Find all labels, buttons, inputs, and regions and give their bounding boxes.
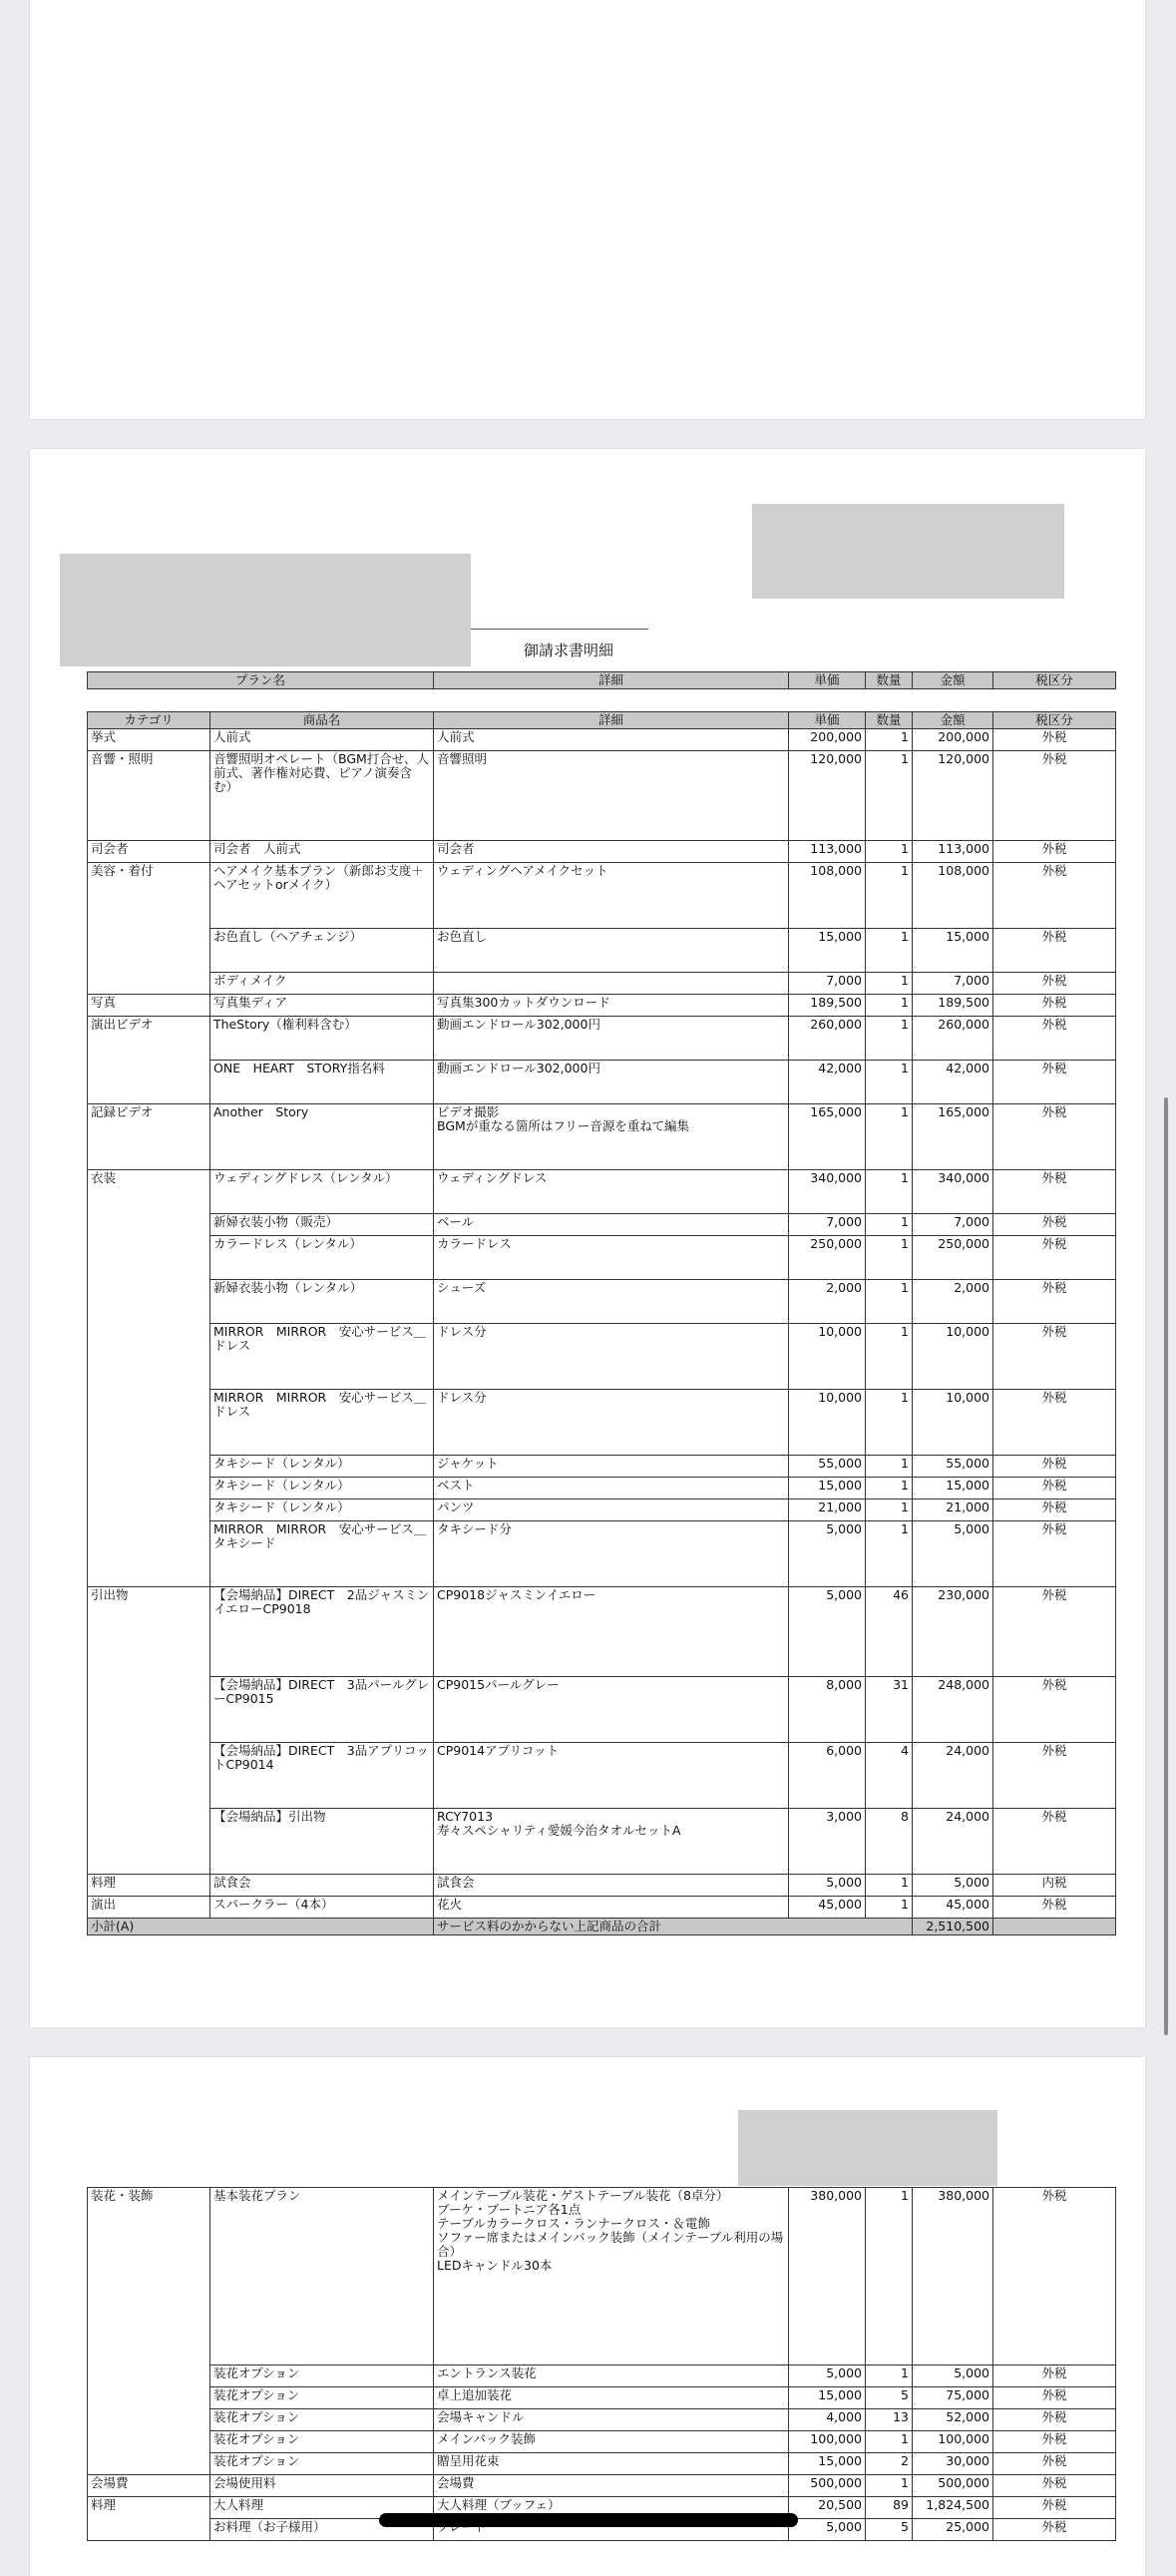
cell-unit-price: 2,000: [789, 1280, 866, 1324]
cell-tax: 外税: [993, 1500, 1116, 1521]
cell-qty: 1: [866, 1280, 913, 1324]
cell-detail: 写真集300カットダウンロード: [434, 995, 789, 1017]
cell-qty: 5: [866, 2387, 913, 2409]
table-row: [88, 1236, 1116, 1280]
table-row: [88, 841, 1116, 863]
cell-category: 料理: [88, 2497, 210, 2541]
cell-unit-price: 4,000: [789, 2409, 866, 2431]
document-page-3: [30, 2057, 1145, 2576]
cell-qty: 1: [866, 2188, 913, 2365]
plan-header-table: [87, 671, 1116, 689]
cell-qty: 1: [866, 2431, 913, 2453]
cell-detail: メインバック装飾: [434, 2431, 789, 2453]
cell-amount: 230,000: [913, 1587, 993, 1677]
cell-detail: ジャケット: [434, 1456, 789, 1478]
cell-detail: タキシード分: [434, 1521, 789, 1587]
cell-tax: 外税: [993, 2365, 1116, 2387]
cell-detail: 試食会: [434, 1875, 789, 1897]
cell-amount: 1,824,500: [913, 2497, 993, 2519]
cell-unit-price: 5,000: [789, 1875, 866, 1897]
cell-unit-price: 5,000: [789, 2365, 866, 2387]
cell-amount: 7,000: [913, 973, 993, 995]
cell-amount: 10,000: [913, 1324, 993, 1390]
cell-qty: 1: [866, 1170, 913, 1214]
cell-unit-price: 5,000: [789, 1587, 866, 1677]
table-row: [88, 1677, 1116, 1743]
cell-qty: 1: [866, 973, 913, 995]
cell-detail: 会場キャンドル: [434, 2409, 789, 2431]
cell-tax: 外税: [993, 1677, 1116, 1743]
redacted-block-left: [60, 554, 471, 666]
cell-product-name: 装花オプション: [210, 2453, 434, 2475]
cell-amount: 165,000: [913, 1104, 993, 1170]
subtotal-amount: 2,510,500: [913, 1919, 993, 1935]
col-unit-price: 単価: [789, 712, 866, 729]
cell-product-name: Another Story: [210, 1104, 434, 1170]
cell-tax: 外税: [993, 973, 1116, 995]
cell-tax: 外税: [993, 1061, 1116, 1104]
cell-unit-price: 55,000: [789, 1456, 866, 1478]
table-row: [88, 2431, 1116, 2453]
cell-amount: 75,000: [913, 2387, 993, 2409]
cell-detail: 人前式: [434, 729, 789, 751]
subtotal-row: [88, 1919, 1116, 1935]
cell-detail: 動画エンドロール302,000円: [434, 1061, 789, 1104]
cell-category: 記録ビデオ: [88, 1104, 210, 1170]
col-qty: 数量: [866, 672, 913, 689]
table-row: [88, 1456, 1116, 1478]
table-row: [88, 729, 1116, 751]
cell-product-name: ボディメイク: [210, 973, 434, 995]
table-row: [88, 1521, 1116, 1587]
cell-tax: 外税: [993, 995, 1116, 1017]
cell-qty: 1: [866, 751, 913, 841]
cell-tax: 外税: [993, 841, 1116, 863]
cell-tax: 外税: [993, 2497, 1116, 2519]
table-row: [88, 1390, 1116, 1456]
cell-amount: 55,000: [913, 1456, 993, 1478]
cell-detail: 贈呈用花束: [434, 2453, 789, 2475]
cell-product-name: MIRROR MIRROR 安心サービス＿ドレス: [210, 1324, 434, 1390]
cell-qty: 1: [866, 1017, 913, 1061]
table-row: [88, 1897, 1116, 1919]
cell-amount: 15,000: [913, 1478, 993, 1500]
cell-tax: 外税: [993, 1809, 1116, 1875]
cell-unit-price: 10,000: [789, 1324, 866, 1390]
cell-detail: カラードレス: [434, 1236, 789, 1280]
cell-product-name: MIRROR MIRROR 安心サービス＿タキシード: [210, 1521, 434, 1587]
table-row: [88, 1478, 1116, 1500]
table-row: [88, 2188, 1116, 2365]
cell-category: 演出ビデオ: [88, 1017, 210, 1104]
cell-product-name: タキシード（レンタル）: [210, 1456, 434, 1478]
cell-category: 写真: [88, 995, 210, 1017]
table-row: [88, 1587, 1116, 1677]
cell-product-name: 新婦衣装小物（販売）: [210, 1214, 434, 1236]
cell-amount: 108,000: [913, 863, 993, 929]
cell-unit-price: 113,000: [789, 841, 866, 863]
cell-tax: 外税: [993, 1521, 1116, 1587]
cell-category: 司会者: [88, 841, 210, 863]
cell-amount: 200,000: [913, 729, 993, 751]
invoice-items-table: [87, 711, 1116, 1935]
cell-qty: 5: [866, 2519, 913, 2541]
cell-tax: 外税: [993, 1017, 1116, 1061]
cell-detail: パンツ: [434, 1500, 789, 1521]
cell-tax: 外税: [993, 751, 1116, 841]
cell-product-name: ONE HEART STORY指名料: [210, 1061, 434, 1104]
cell-detail: 会場費: [434, 2475, 789, 2497]
cell-amount: 45,000: [913, 1897, 993, 1919]
cell-amount: 7,000: [913, 1214, 993, 1236]
cell-qty: 1: [866, 1897, 913, 1919]
cell-product-name: 写真集ディア: [210, 995, 434, 1017]
redacted-block-right: [752, 504, 1064, 599]
cell-qty: 1: [866, 729, 913, 751]
cell-detail: CP9018ジャスミンイエロー: [434, 1587, 789, 1677]
cell-qty: 1: [866, 1214, 913, 1236]
cell-unit-price: 10,000: [789, 1390, 866, 1456]
cell-amount: 340,000: [913, 1170, 993, 1214]
cell-unit-price: 165,000: [789, 1104, 866, 1170]
cell-category: 挙式: [88, 729, 210, 751]
cell-unit-price: 8,000: [789, 1677, 866, 1743]
cell-unit-price: 21,000: [789, 1500, 866, 1521]
cell-qty: 1: [866, 1478, 913, 1500]
cell-product-name: 【会場納品】DIRECT 2品ジャスミンイエローCP9018: [210, 1587, 434, 1677]
cell-qty: 4: [866, 1743, 913, 1809]
title-underline: [471, 629, 648, 630]
cell-amount: 25,000: [913, 2519, 993, 2541]
cell-qty: 1: [866, 1521, 913, 1587]
cell-amount: 500,000: [913, 2475, 993, 2497]
table-row: [88, 1017, 1116, 1061]
cell-detail: ドレス分: [434, 1324, 789, 1390]
cell-unit-price: 20,500: [789, 2497, 866, 2519]
cell-unit-price: 7,000: [789, 1214, 866, 1236]
subtotal-note: サービス料のかからない上記商品の合計: [434, 1919, 913, 1935]
cell-tax: 外税: [993, 2409, 1116, 2431]
cell-qty: 46: [866, 1587, 913, 1677]
cell-detail: 音響照明: [434, 751, 789, 841]
cell-qty: 31: [866, 1677, 913, 1743]
cell-tax: 外税: [993, 1390, 1116, 1456]
col-qty: 数量: [866, 712, 913, 729]
cell-tax: 外税: [993, 2188, 1116, 2365]
cell-qty: 1: [866, 1456, 913, 1478]
cell-amount: 30,000: [913, 2453, 993, 2475]
cell-tax: 外税: [993, 729, 1116, 751]
cell-qty: 1: [866, 1104, 913, 1170]
cell-product-name: ウェディングドレス（レンタル）: [210, 1170, 434, 1214]
cell-detail: ベール: [434, 1214, 789, 1236]
cell-detail: CP9015パールグレー: [434, 1677, 789, 1743]
cell-qty: 2: [866, 2453, 913, 2475]
home-indicator[interactable]: [379, 2513, 798, 2527]
cell-amount: 250,000: [913, 1236, 993, 1280]
cell-amount: 21,000: [913, 1500, 993, 1521]
table-row: [88, 1500, 1116, 1521]
cell-category: 衣装: [88, 1170, 210, 1587]
col-amount: 金額: [913, 672, 993, 689]
cell-amount: 248,000: [913, 1677, 993, 1743]
cell-product-name: 【会場納品】DIRECT 3品パールグレーCP9015: [210, 1677, 434, 1743]
cell-detail: 卓上追加装花: [434, 2387, 789, 2409]
invoice-items-table-continued: [87, 2187, 1116, 2541]
col-tax: 税区分: [993, 672, 1116, 689]
cell-unit-price: 42,000: [789, 1061, 866, 1104]
cell-qty: 1: [866, 863, 913, 929]
cell-amount: 113,000: [913, 841, 993, 863]
cell-product-name: お色直し（ヘアチェンジ）: [210, 929, 434, 973]
cell-product-name: お料理（お子様用）: [210, 2519, 434, 2541]
cell-detail: お色直し: [434, 929, 789, 973]
document-page-2: [30, 449, 1145, 2027]
cell-unit-price: 200,000: [789, 729, 866, 751]
cell-qty: 1: [866, 1875, 913, 1897]
cell-amount: 380,000: [913, 2188, 993, 2365]
cell-product-name: 音響照明オペレート（BGM打合せ、人前式、著作権対応費、ピアノ演奏含む）: [210, 751, 434, 841]
cell-unit-price: 15,000: [789, 2453, 866, 2475]
cell-unit-price: 500,000: [789, 2475, 866, 2497]
cell-amount: 260,000: [913, 1017, 993, 1061]
cell-detail: 花火: [434, 1897, 789, 1919]
col-category: カテゴリ: [88, 712, 210, 729]
cell-tax: 外税: [993, 1743, 1116, 1809]
cell-unit-price: 380,000: [789, 2188, 866, 2365]
cell-product-name: ヘアメイク基本プラン（新郎お支度＋ヘアセットorメイク）: [210, 863, 434, 929]
cell-qty: 1: [866, 2365, 913, 2387]
cell-qty: 13: [866, 2409, 913, 2431]
cell-tax: 外税: [993, 1897, 1116, 1919]
cell-amount: 10,000: [913, 1390, 993, 1456]
cell-qty: 1: [866, 2475, 913, 2497]
cell-tax: 外税: [993, 1236, 1116, 1280]
cell-unit-price: 6,000: [789, 1743, 866, 1809]
cell-product-name: タキシード（レンタル）: [210, 1500, 434, 1521]
cell-tax: 外税: [993, 2453, 1116, 2475]
cell-product-name: 装花オプション: [210, 2409, 434, 2431]
cell-category: 美容・着付: [88, 863, 210, 995]
table-row: [88, 2365, 1116, 2387]
cell-tax: 外税: [993, 929, 1116, 973]
cell-category: 音響・照明: [88, 751, 210, 841]
cell-category: 装花・装飾: [88, 2188, 210, 2475]
cell-product-name: MIRROR MIRROR 安心サービス＿ドレス: [210, 1390, 434, 1456]
table-row: [88, 2409, 1116, 2431]
cell-qty: 1: [866, 929, 913, 973]
table-row: [88, 1743, 1116, 1809]
cell-qty: 1: [866, 841, 913, 863]
document-page-1: [30, 0, 1145, 419]
table-row: [88, 2453, 1116, 2475]
cell-amount: 2,000: [913, 1280, 993, 1324]
cell-tax: 外税: [993, 2387, 1116, 2409]
col-tax: 税区分: [993, 712, 1116, 729]
cell-tax: 内税: [993, 1875, 1116, 1897]
subtotal-label: 小計(A): [88, 1919, 434, 1935]
cell-detail: ウェディングヘアメイクセット: [434, 863, 789, 929]
cell-product-name: 基本装花プラン: [210, 2188, 434, 2365]
table-row: [88, 2475, 1116, 2497]
table-row: [88, 973, 1116, 995]
cell-tax: 外税: [993, 2431, 1116, 2453]
cell-unit-price: 120,000: [789, 751, 866, 841]
cell-amount: 5,000: [913, 2365, 993, 2387]
cell-detail: RCY7013 寿々スペシャリティ愛媛今治タオルセットA: [434, 1809, 789, 1875]
col-amount: 金額: [913, 712, 993, 729]
cell-unit-price: 7,000: [789, 973, 866, 995]
cell-qty: 1: [866, 1500, 913, 1521]
cell-amount: 42,000: [913, 1061, 993, 1104]
col-detail: 詳細: [434, 672, 789, 689]
table-row: [88, 863, 1116, 929]
cell-tax: 外税: [993, 1478, 1116, 1500]
table-row: [88, 751, 1116, 841]
cell-unit-price: 100,000: [789, 2431, 866, 2453]
cell-tax: 外税: [993, 2519, 1116, 2541]
col-product-name: 商品名: [210, 712, 434, 729]
cell-amount: 5,000: [913, 1875, 993, 1897]
cell-unit-price: 45,000: [789, 1897, 866, 1919]
cell-qty: 89: [866, 2497, 913, 2519]
cell-product-name: 装花オプション: [210, 2365, 434, 2387]
cell-unit-price: 3,000: [789, 1809, 866, 1875]
cell-product-name: 装花オプション: [210, 2387, 434, 2409]
cell-unit-price: 189,500: [789, 995, 866, 1017]
cell-product-name: TheStory（権利料含む）: [210, 1017, 434, 1061]
cell-unit-price: 260,000: [789, 1017, 866, 1061]
table-row: [88, 1280, 1116, 1324]
cell-product-name: 人前式: [210, 729, 434, 751]
cell-unit-price: 5,000: [789, 1521, 866, 1587]
scrollbar[interactable]: [1164, 1097, 1168, 2035]
cell-qty: 1: [866, 1324, 913, 1390]
cell-product-name: 【会場納品】引出物: [210, 1809, 434, 1875]
cell-product-name: スパークラー（4本）: [210, 1897, 434, 1919]
cell-product-name: 新婦衣装小物（レンタル）: [210, 1280, 434, 1324]
cell-amount: 120,000: [913, 751, 993, 841]
table-row: [88, 1324, 1116, 1390]
cell-unit-price: 340,000: [789, 1170, 866, 1214]
cell-qty: 8: [866, 1809, 913, 1875]
table-row: [88, 1061, 1116, 1104]
cell-category: 料理: [88, 1875, 210, 1897]
cell-category: 演出: [88, 1897, 210, 1919]
cell-amount: 24,000: [913, 1743, 993, 1809]
cell-detail: 動画エンドロール302,000円: [434, 1017, 789, 1061]
table-row: [88, 2387, 1116, 2409]
cell-tax: 外税: [993, 1456, 1116, 1478]
cell-tax: 外税: [993, 1324, 1116, 1390]
cell-amount: 24,000: [913, 1809, 993, 1875]
cell-qty: 1: [866, 1236, 913, 1280]
cell-product-name: 会場使用料: [210, 2475, 434, 2497]
cell-qty: 1: [866, 1390, 913, 1456]
cell-detail: 大人料理（ブッフェ）: [434, 2497, 789, 2519]
cell-product-name: タキシード（レンタル）: [210, 1478, 434, 1500]
cell-product-name: 大人料理: [210, 2497, 434, 2519]
cell-detail: ウェディングドレス: [434, 1170, 789, 1214]
cell-tax: 外税: [993, 1214, 1116, 1236]
table-row: [88, 929, 1116, 973]
table-row: [88, 1809, 1116, 1875]
cell-product-name: 試食会: [210, 1875, 434, 1897]
cell-tax: 外税: [993, 1587, 1116, 1677]
cell-product-name: 装花オプション: [210, 2431, 434, 2453]
cell-detail: 司会者: [434, 841, 789, 863]
cell-qty: 1: [866, 1061, 913, 1104]
cell-product-name: 司会者 人前式: [210, 841, 434, 863]
cell-qty: 1: [866, 995, 913, 1017]
cell-detail: エントランス装花: [434, 2365, 789, 2387]
cell-detail: シューズ: [434, 1280, 789, 1324]
col-plan-name: プラン名: [88, 672, 434, 689]
cell-unit-price: 15,000: [789, 2387, 866, 2409]
redacted-block-right: [738, 2110, 997, 2186]
cell-unit-price: 15,000: [789, 1478, 866, 1500]
cell-product-name: カラードレス（レンタル）: [210, 1236, 434, 1280]
table-row: [88, 995, 1116, 1017]
cell-detail: ビデオ撮影 BGMが重なる箇所はフリー音源を重ねて編集: [434, 1104, 789, 1170]
cell-tax: 外税: [993, 2475, 1116, 2497]
col-detail: 詳細: [434, 712, 789, 729]
cell-tax: 外税: [993, 1170, 1116, 1214]
cell-tax: 外税: [993, 1104, 1116, 1170]
cell-amount: 15,000: [913, 929, 993, 973]
cell-detail: [434, 973, 789, 995]
cell-unit-price: 15,000: [789, 929, 866, 973]
cell-detail: メインテーブル装花・ゲストテーブル装花（8卓分） ブーケ・ブートニア各1点 テーブルカラークロス・ランナークロス・＆電飾 ソファー席またはメインバック装飾（メインテーブル利用の場合） LEDキャンドル30本: [434, 2188, 789, 2365]
cell-unit-price: 250,000: [789, 1236, 866, 1280]
cell-amount: 5,000: [913, 1521, 993, 1587]
cell-category: 会場費: [88, 2475, 210, 2497]
cell-amount: 189,500: [913, 995, 993, 1017]
document-title: 御請求書明細: [523, 642, 613, 659]
cell-category: 引出物: [88, 1587, 210, 1875]
table-row: [88, 1170, 1116, 1214]
cell-detail: ドレス分: [434, 1390, 789, 1456]
cell-tax: 外税: [993, 1280, 1116, 1324]
cell-unit-price: 108,000: [789, 863, 866, 929]
cell-unit-price: 5,000: [789, 2519, 866, 2541]
cell-amount: 52,000: [913, 2409, 993, 2431]
table-row: [88, 1875, 1116, 1897]
cell-detail: ベスト: [434, 1478, 789, 1500]
cell-amount: 100,000: [913, 2431, 993, 2453]
table-row: [88, 1104, 1116, 1170]
cell-product-name: 【会場納品】DIRECT 3品アプリコットCP9014: [210, 1743, 434, 1809]
col-unit-price: 単価: [789, 672, 866, 689]
cell-tax: 外税: [993, 863, 1116, 929]
table-row: [88, 1214, 1116, 1236]
cell-detail: CP9014アプリコット: [434, 1743, 789, 1809]
